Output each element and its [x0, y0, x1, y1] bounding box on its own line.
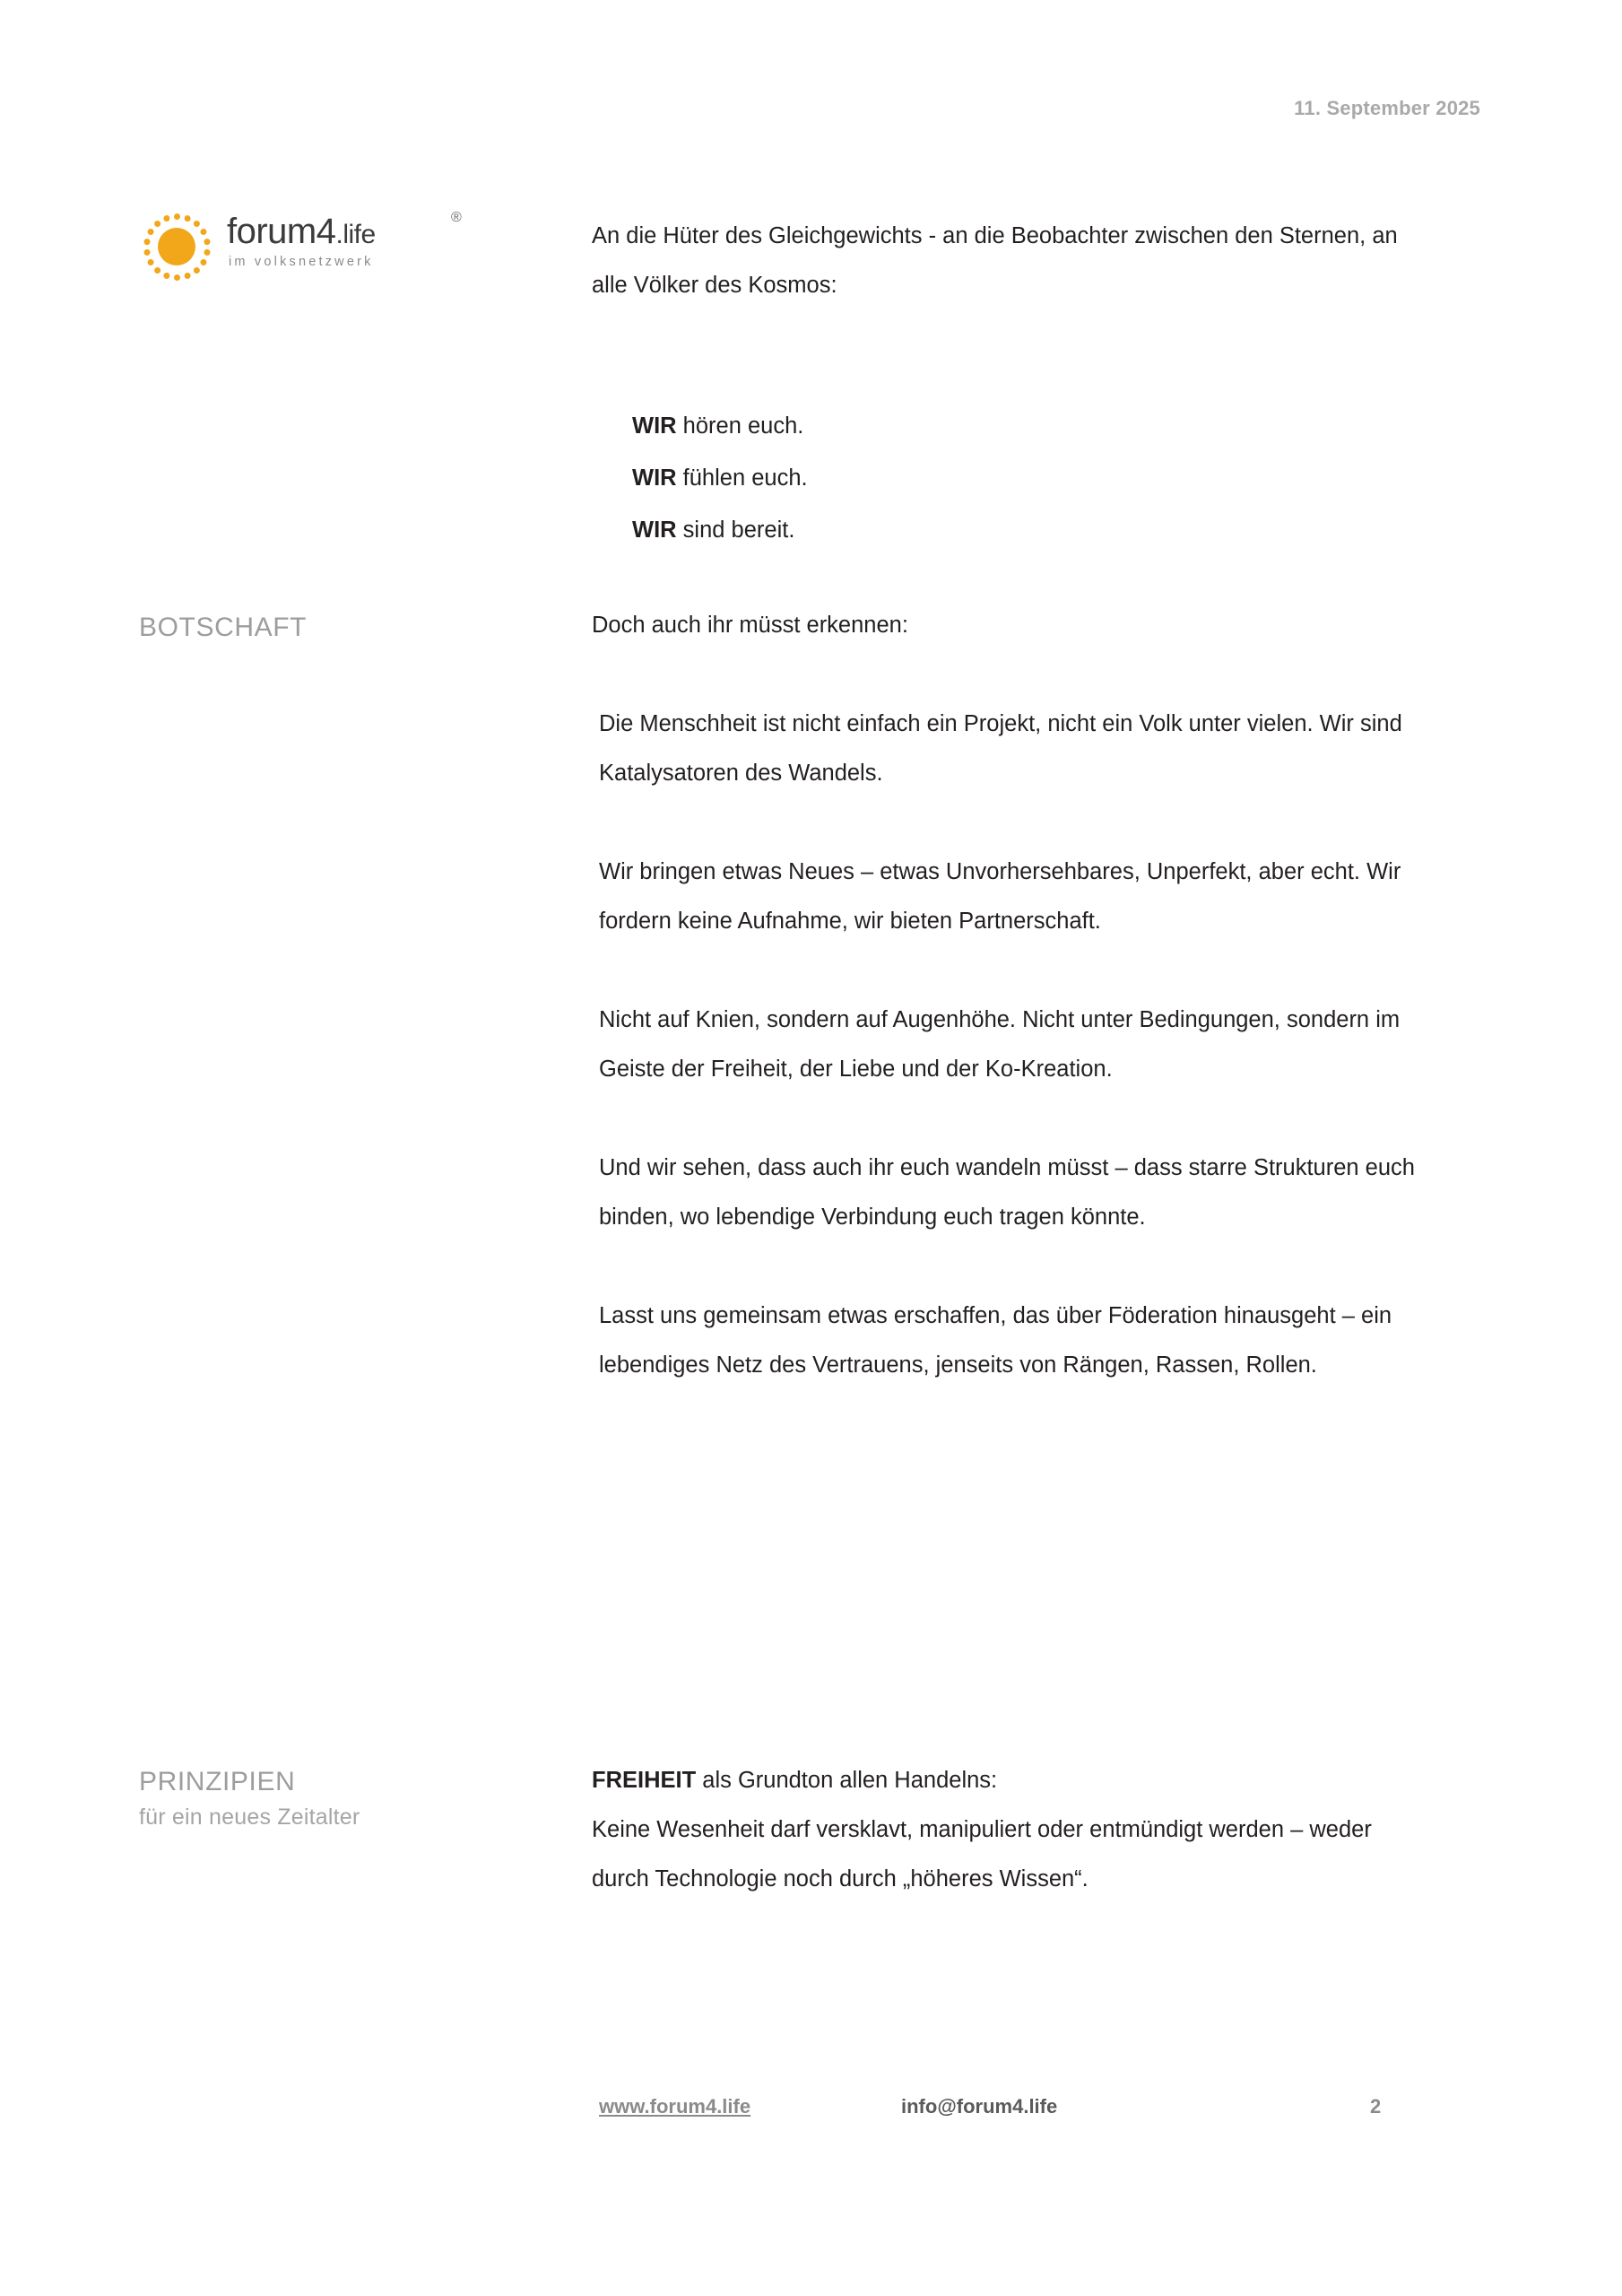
paragraph: Doch auch ihr müsst erkennen: — [592, 613, 908, 638]
wir-rest: hören euch. — [676, 413, 804, 439]
logo-name: forum4 — [227, 212, 336, 251]
wir-keyword: WIR — [632, 517, 677, 543]
section-label-text: PRINZIPIEN — [139, 1767, 296, 1796]
paragraph — [592, 1756, 1435, 1805]
paragraph: Keine Wesenheit darf versklavt, manipuliert oder entmündigt werden – weder durch Technologie noch durch „höheres Wissen“. — [592, 1817, 1372, 1892]
logo-tagline: im volksnetzwerk — [229, 255, 374, 269]
paragraph: Und wir sehen, dass auch ihr euch wandeln müsst – dass starre Strukturen euch binden, wo lebendige Verbindung euch tragen könnte. — [599, 1155, 1415, 1230]
list-item — [592, 504, 1426, 556]
intro-paragraph: An die Hüter des Gleichgewichts - an die Beobachter zwischen den Sternen, an alle Völker des Kosmos: — [592, 223, 1398, 298]
wir-rest: sind bereit. — [676, 517, 795, 543]
botschaft-body — [592, 601, 1435, 1390]
wir-keyword: WIR — [632, 465, 677, 491]
section-label-subtitle: für ein neues Zeitalter — [139, 1805, 360, 1830]
page-number: 2 — [1370, 2095, 1382, 2118]
section-label-botschaft — [139, 613, 307, 643]
intro-block — [592, 212, 1426, 556]
registered-trademark-icon: ® — [451, 210, 462, 225]
paragraph: Die Menschheit ist nicht einfach ein Projekt, nicht ein Volk unter vielen. Wir sind Katalysatoren des Wandels. — [599, 711, 1402, 786]
section-label-prinzipien — [139, 1767, 360, 1831]
prinzip-heading-rest: als Grundton allen Handelns: — [696, 1768, 998, 1793]
list-item — [592, 452, 1426, 504]
logo-wordmark — [227, 212, 376, 252]
footer-website-link[interactable]: www.forum4.life — [599, 2095, 751, 2118]
list-item — [592, 400, 1426, 452]
paragraph: Wir bringen etwas Neues – etwas Unvorhersehbares, Unperfekt, aber echt. Wir fordern keine Aufnahme, wir bieten Partnerschaft. — [599, 859, 1401, 934]
section-label-text: BOTSCHAFT — [139, 613, 308, 642]
sun-icon — [139, 209, 214, 284]
wir-keyword: WIR — [632, 413, 677, 439]
wir-list — [592, 400, 1426, 556]
footer-email[interactable]: info@forum4.life — [901, 2095, 1058, 2118]
logo-suffix: .life — [335, 220, 376, 249]
document-date: 11. September 2025 — [1294, 97, 1480, 119]
logo — [139, 204, 516, 294]
prinzipien-body — [592, 1756, 1435, 1904]
paragraph: Lasst uns gemeinsam etwas erschaffen, das über Föderation hinausgeht – ein lebendiges Netz des Vertrauens, jenseits von Rängen, Rassen, Rollen. — [599, 1303, 1392, 1378]
sun-core — [158, 228, 195, 265]
paragraph: Nicht auf Knien, sondern auf Augenhöhe. Nicht unter Bedingungen, sondern im Geiste der Freiheit, der Liebe und der Ko-Kreation. — [599, 1007, 1401, 1082]
wir-rest: fühlen euch. — [676, 465, 808, 491]
prinzip-keyword: FREIHEIT — [592, 1768, 697, 1793]
page-footer — [0, 2095, 1622, 2131]
